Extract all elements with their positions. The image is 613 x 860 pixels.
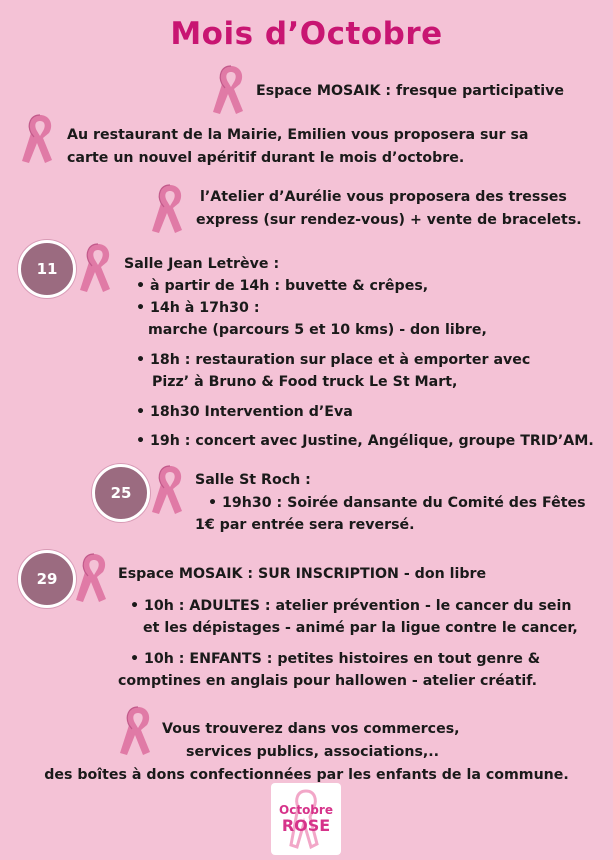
pink-ribbon-icon bbox=[209, 62, 253, 118]
day11-bullet-5: • 19h : concert avec Justine, Angélique, groupe TRID’AM. bbox=[136, 430, 594, 452]
footer-line-3: des boîtes à dons confectionnées par les enfants de la commune. bbox=[44, 767, 569, 783]
day11-bullet-2: • 14h à 17h30 : bbox=[136, 297, 260, 319]
intro-item-3-line-1: l’Atelier d’Aurélie vous proposera des tresses bbox=[200, 189, 567, 205]
day11-bullet-3: • 18h : restauration sur place et à emporter avec bbox=[136, 349, 530, 371]
venue-espace-mosaik: Espace MOSAIK : SUR INSCRIPTION - don libre bbox=[118, 566, 487, 582]
pink-ribbon-icon bbox=[116, 703, 160, 759]
day29-bullet-2-cont: comptines en anglais pour hallowen - atelier créatif. bbox=[118, 673, 538, 689]
pink-ribbon-icon bbox=[148, 181, 192, 237]
day11-bullet-4: • 18h30 Intervention d’Eva bbox=[136, 401, 353, 423]
logo-text-rose: ROSE bbox=[281, 816, 331, 835]
pink-ribbon-icon bbox=[72, 550, 116, 606]
day25-bullet-1: • 19h30 : Soirée dansante du Comité des Fêtes bbox=[208, 492, 586, 514]
pink-ribbon-icon bbox=[76, 240, 120, 296]
venue-salle-jean-letreve: Salle Jean Letrève : bbox=[124, 256, 280, 272]
pink-ribbon-icon bbox=[18, 111, 62, 167]
intro-item-2-line-1: Au restaurant de la Mairie, Emilien vous proposera sur sa bbox=[67, 127, 529, 143]
day25-bullet-1-cont: 1€ par entrée sera reversé. bbox=[195, 517, 415, 533]
octobre-rose-logo bbox=[271, 783, 341, 855]
intro-item-1: Espace MOSAIK : fresque participative bbox=[256, 83, 564, 99]
day11-bullet-3-cont: Pizz’ à Bruno & Food truck Le St Mart, bbox=[152, 374, 458, 390]
logo-text-octobre: Octobre bbox=[279, 803, 333, 817]
intro-item-3-line-2: express (sur rendez-vous) + vente de bracelets. bbox=[196, 212, 582, 228]
pink-ribbon-icon bbox=[148, 462, 192, 518]
day29-bullet-2: • 10h : ENFANTS : petites histoires en tout genre & bbox=[130, 648, 540, 670]
day29-bullet-1: • 10h : ADULTES : atelier prévention - le cancer du sein bbox=[130, 595, 572, 617]
day29-bullet-1-cont: et les dépistages - animé par la ligue contre le cancer, bbox=[143, 620, 578, 636]
date-badge-29: 29 bbox=[18, 550, 76, 608]
day11-bullet-1: • à partir de 14h : buvette & crêpes, bbox=[136, 275, 428, 297]
intro-item-2-line-2: carte un nouvel apéritif durant le mois d’octobre. bbox=[67, 150, 465, 166]
date-badge-25: 25 bbox=[92, 464, 150, 522]
date-badge-11: 11 bbox=[18, 240, 76, 298]
footer-line-1: Vous trouverez dans vos commerces, bbox=[162, 721, 460, 737]
day11-bullet-2-cont: marche (parcours 5 et 10 kms) - don libre, bbox=[148, 322, 487, 338]
footer-line-2: services publics, associations,.. bbox=[186, 744, 440, 760]
venue-salle-st-roch: Salle St Roch : bbox=[195, 472, 311, 488]
page-title: Mois d’Octobre bbox=[170, 16, 443, 52]
